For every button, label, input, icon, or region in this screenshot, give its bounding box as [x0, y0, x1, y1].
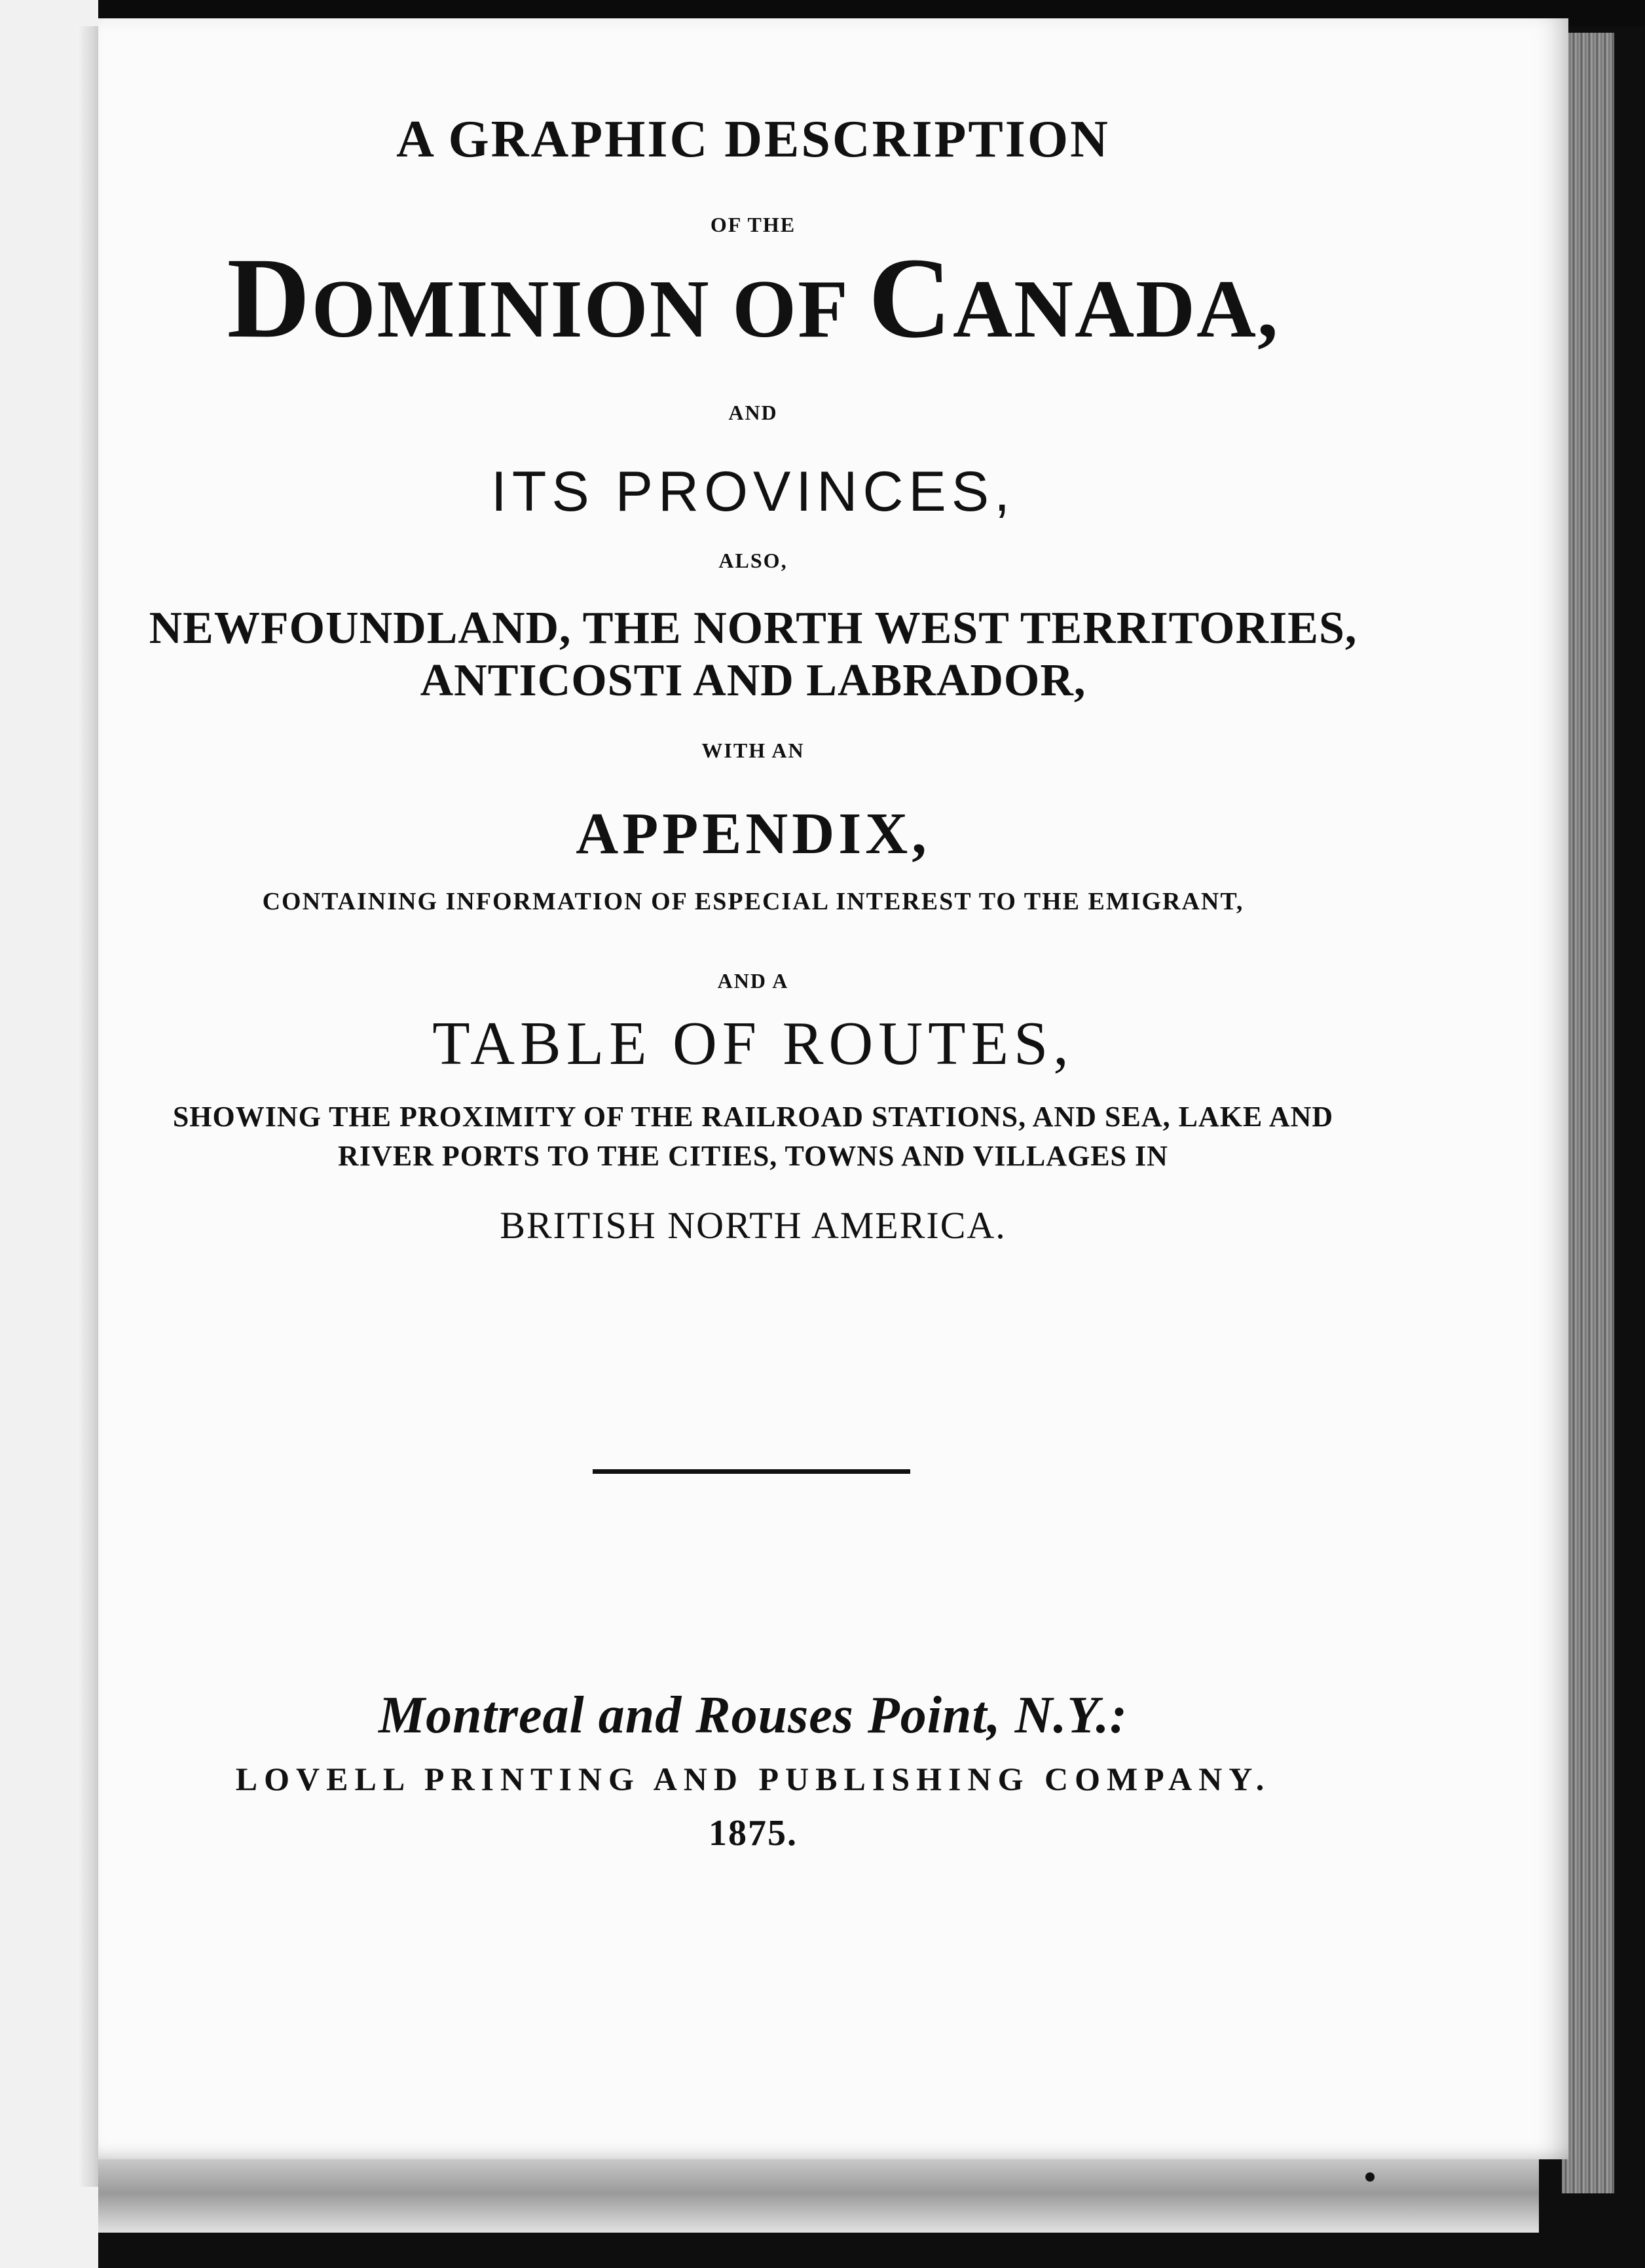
title-and: AND [728, 401, 778, 424]
page-bottom-edge [98, 2154, 1539, 2233]
title-table-of-routes: TABLE OF ROUTES, [432, 1010, 1074, 1078]
title-territories-line-1: NEWFOUNDLAND, THE NORTH WEST TERRITORIES, [149, 603, 1358, 653]
imprint-place: Montreal and Rouses Point, N.Y.: [379, 1687, 1128, 1744]
title-river-ports: RIVER PORTS TO THE CITIES, TOWNS AND VILLAGES IN [338, 1140, 1168, 1172]
title-territories-line-2: ANTICOSTI AND LABRADOR, [420, 655, 1086, 706]
main-title-of: OF [710, 264, 868, 355]
title-line-graphic-description: A GRAPHIC DESCRIPTION [396, 111, 1110, 168]
main-title-initial-c: C [868, 234, 953, 362]
title-of-the: OF THE [710, 213, 796, 236]
title-appendix: APPENDIX, [576, 801, 931, 866]
main-title-rest-anada: ANADA, [953, 264, 1280, 355]
title-british-north-america: BRITISH NORTH AMERICA. [500, 1204, 1007, 1247]
title-containing-information: CONTAINING INFORMATION OF ESPECIAL INTEREST TO THE EMIGRANT, [262, 888, 1244, 915]
book-page-edges [1562, 33, 1614, 2193]
imprint-publisher: LOVELL PRINTING AND PUBLISHING COMPANY. [235, 1761, 1271, 1797]
main-title-rest-ominion: OMINION [311, 264, 711, 355]
title-with-an: WITH AN [701, 739, 805, 762]
title-also: ALSO, [718, 549, 788, 572]
title-showing-proximity: SHOWING THE PROXIMITY OF THE RAILROAD STATIONS, AND SEA, LAKE AND [172, 1101, 1334, 1133]
title-its-provinces: ITS PROVINCES, [490, 460, 1016, 523]
divider-rule [593, 1469, 910, 1474]
imprint-year: 1875. [709, 1813, 798, 1854]
title-and-a: AND A [717, 969, 789, 993]
ink-spot [1365, 2172, 1375, 2182]
main-title-initial-d: D [227, 234, 312, 362]
main-title [98, 234, 1408, 362]
